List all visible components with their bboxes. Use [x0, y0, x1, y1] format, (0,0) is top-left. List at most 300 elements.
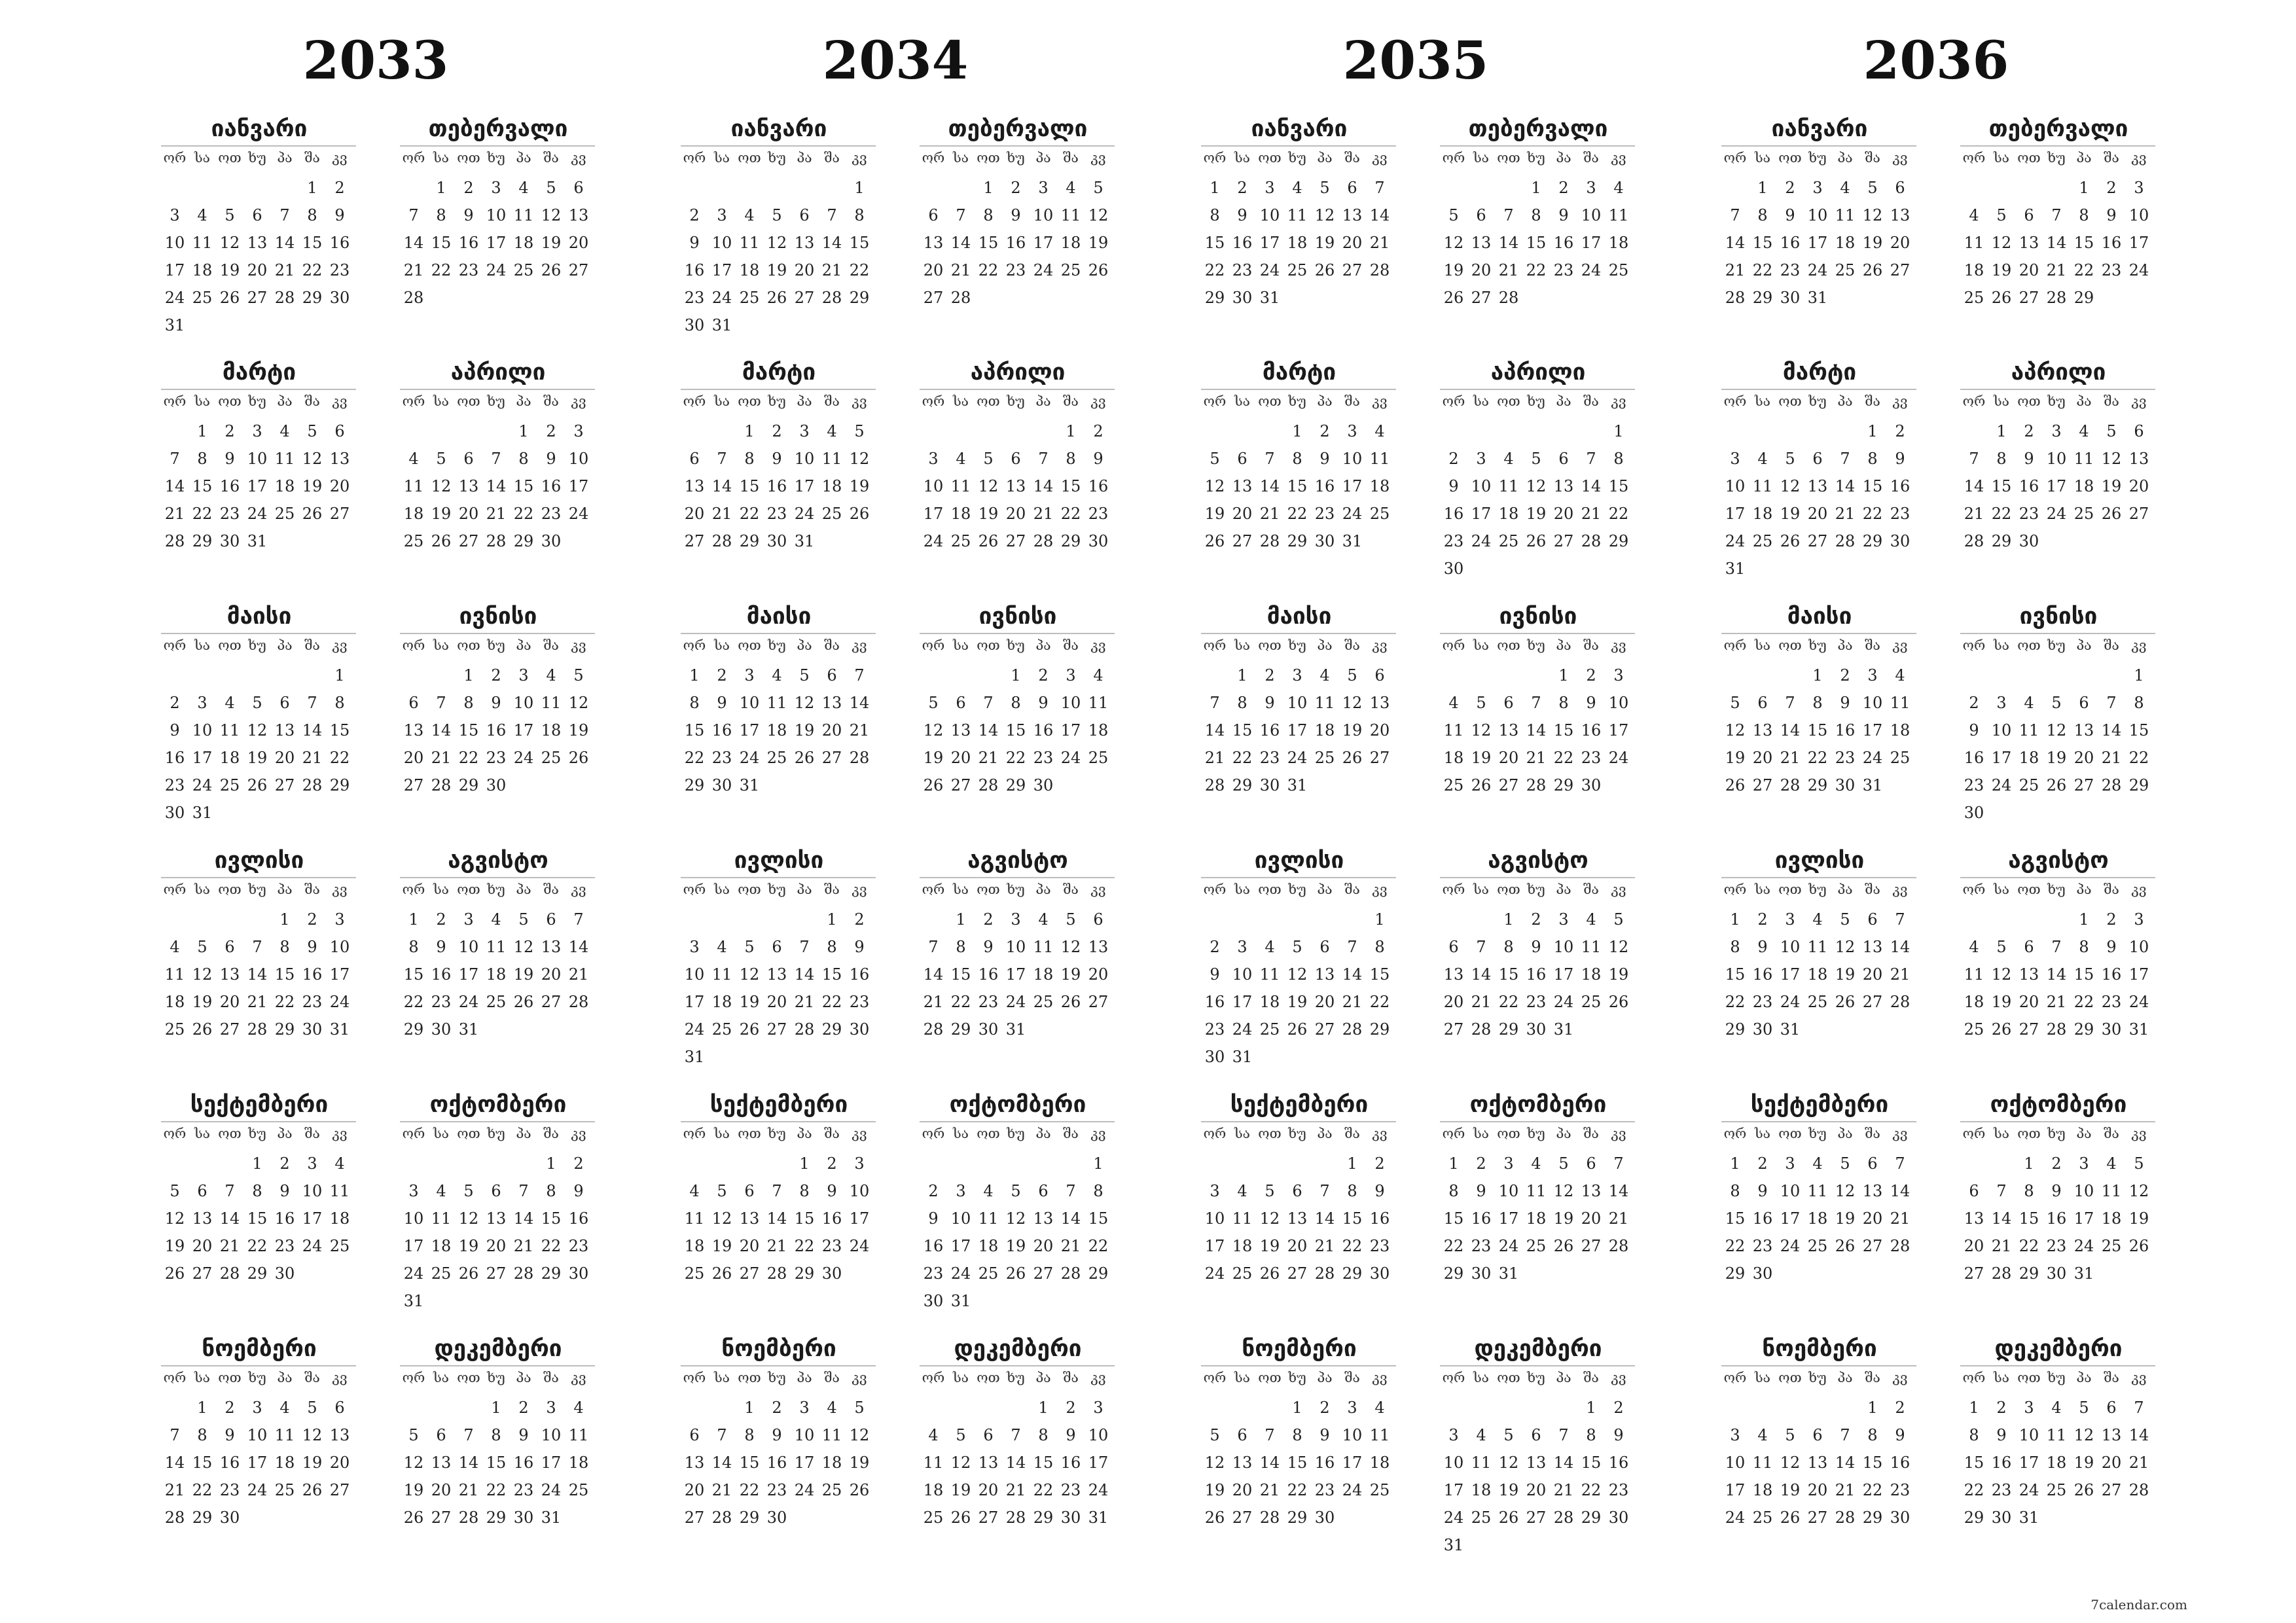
weekday-header	[1440, 1121, 1635, 1145]
day-cell: 7	[1613, 1154, 1624, 1173]
day-cell: 7	[854, 666, 865, 685]
day-cell: 17	[403, 1237, 424, 1255]
empty-day-cell	[161, 174, 188, 202]
day-cell: 8	[1730, 938, 1740, 956]
day-cell: 15	[458, 721, 479, 740]
day-cell: 26	[247, 776, 268, 794]
day-cell: 6	[1237, 450, 1247, 468]
weekday-label: ორ	[1442, 393, 1465, 409]
day-cell: 9	[1374, 1182, 1385, 1200]
month-block	[921, 1088, 1115, 1315]
day-cell: 3	[1066, 666, 1076, 685]
day-cell: 9	[1613, 1426, 1624, 1444]
day-cell: 26	[1204, 532, 1225, 550]
day-cell: 16	[923, 1237, 944, 1255]
day-cell: 8	[2079, 206, 2089, 224]
month-block	[682, 600, 876, 799]
day-cell: 28	[1725, 289, 1746, 307]
weekday-label: სა	[1754, 1126, 1771, 1141]
day-cell: 18	[821, 477, 842, 495]
day-cell: 12	[164, 1209, 185, 1228]
day-cell: 17	[1342, 1454, 1363, 1472]
day-cell: 22	[821, 993, 842, 1011]
weekday-label: ორ	[922, 1370, 945, 1385]
day-cell: 3	[1347, 422, 1357, 440]
weekday-label: კვ	[1892, 882, 1908, 897]
day-cell: 28	[711, 532, 732, 550]
day-cell: 5	[1448, 206, 1459, 224]
day-cell: 7	[1586, 450, 1596, 468]
day-cell: 31	[403, 1292, 424, 1310]
day-cell: 9	[1840, 694, 1850, 712]
day-cell: 2	[307, 910, 317, 929]
day-cell: 13	[2128, 450, 2149, 468]
month-name: იანვარი	[211, 116, 308, 142]
day-cell: 29	[541, 1264, 562, 1283]
weekday-label: ხუ	[248, 1370, 266, 1385]
day-grid	[161, 662, 356, 827]
day-cell: 7	[518, 1182, 529, 1200]
day-cell: 5	[1503, 1426, 1514, 1444]
day-cell: 25	[431, 1264, 452, 1283]
day-cell: 10	[739, 694, 760, 712]
day-cell: 1	[1066, 422, 1076, 440]
day-cell: 31	[1259, 289, 1280, 307]
day-cell: 13	[329, 1426, 350, 1444]
day-cell: 8	[1066, 450, 1076, 468]
month-name: ივლისი	[734, 847, 824, 874]
day-cell: 14	[1498, 234, 1519, 252]
day-cell: 31	[1088, 1508, 1109, 1527]
day-grid	[1960, 906, 2155, 1043]
empty-day-cell	[1495, 418, 1522, 445]
day-cell: 16	[1005, 234, 1026, 252]
day-cell: 12	[1314, 206, 1335, 224]
day-cell: 12	[1471, 721, 1492, 740]
day-cell: 17	[192, 749, 213, 767]
day-cell: 4	[1265, 938, 1275, 956]
day-cell: 26	[1862, 261, 1883, 279]
day-cell: 10	[2073, 1182, 2094, 1200]
empty-day-cell	[920, 1150, 947, 1177]
day-cell: 6	[1867, 1154, 1878, 1173]
day-cell: 21	[849, 721, 870, 740]
day-cell: 29	[950, 1020, 971, 1039]
weekday-label: კვ	[2131, 1126, 2147, 1141]
day-cell: 29	[1287, 1508, 1308, 1527]
day-cell: 2	[1757, 1154, 1768, 1173]
month-name: მარტი	[1262, 359, 1336, 385]
empty-day-cell	[1721, 174, 1749, 202]
day-cell: 11	[164, 965, 185, 984]
day-cell: 29	[2128, 776, 2149, 794]
day-cell: 13	[192, 1209, 213, 1228]
day-cell: 12	[849, 450, 870, 468]
day-cell: 21	[1369, 234, 1390, 252]
day-cell: 20	[1033, 1237, 1054, 1255]
day-cell: 18	[1471, 1481, 1492, 1499]
day-cell: 10	[923, 477, 944, 495]
day-cell: 16	[274, 1209, 295, 1228]
weekday-label: შა	[1865, 393, 1880, 409]
weekday-label: შა	[2104, 882, 2119, 897]
weekday-label: კვ	[1892, 637, 1908, 653]
weekday-label: სა	[1234, 1370, 1251, 1385]
weekday-header	[920, 877, 1115, 901]
day-cell: 28	[1498, 289, 1519, 307]
day-cell: 31	[2073, 1264, 2094, 1283]
day-cell: 9	[1558, 206, 1569, 224]
day-cell: 10	[247, 450, 268, 468]
day-cell: 19	[1780, 1481, 1801, 1499]
day-cell: 27	[1005, 532, 1026, 550]
day-cell: 23	[711, 749, 732, 767]
day-cell: 24	[2128, 993, 2149, 1011]
day-cell: 1	[1730, 910, 1740, 929]
day-cell: 13	[274, 721, 295, 740]
day-cell: 17	[849, 1209, 870, 1228]
weekday-label: კვ	[1372, 882, 1388, 897]
day-cell: 3	[307, 1154, 317, 1173]
day-cell: 1	[983, 179, 994, 197]
day-cell: 28	[403, 289, 424, 307]
weekday-label: ორ	[922, 637, 945, 653]
day-cell: 8	[983, 206, 994, 224]
day-cell: 11	[486, 938, 507, 956]
empty-day-cell	[298, 662, 326, 689]
month-block	[1441, 113, 1635, 312]
day-cell: 18	[1807, 965, 1828, 984]
weekday-label: პა	[1837, 882, 1853, 897]
month-name: მაისი	[746, 603, 812, 630]
weekday-label: ხუ	[1527, 637, 1545, 653]
day-cell: 26	[164, 1264, 185, 1283]
day-cell: 13	[1232, 1454, 1253, 1472]
month-block	[1723, 844, 1916, 1043]
day-cell: 14	[766, 1209, 787, 1228]
day-cell: 20	[403, 749, 424, 767]
empty-day-cell	[1002, 418, 1030, 445]
day-cell: 25	[1807, 993, 1828, 1011]
day-cell: 13	[1807, 1454, 1828, 1472]
day-cell: 26	[1204, 1508, 1225, 1527]
day-cell: 26	[568, 749, 589, 767]
day-cell: 3	[1292, 666, 1302, 685]
month-block	[1441, 600, 1635, 799]
day-cell: 15	[513, 477, 534, 495]
day-cell: 7	[170, 450, 180, 468]
day-cell: 25	[923, 1508, 944, 1527]
day-cell: 20	[1443, 993, 1464, 1011]
empty-day-cell	[736, 906, 763, 933]
day-cell: 18	[923, 1481, 944, 1499]
day-cell: 15	[2018, 1209, 2039, 1228]
weekday-label: კვ	[1611, 1126, 1626, 1141]
weekday-label: კვ	[332, 1370, 348, 1385]
day-cell: 4	[1374, 422, 1385, 440]
empty-day-cell	[1467, 662, 1495, 689]
day-cell: 29	[1232, 776, 1253, 794]
day-cell: 5	[1093, 179, 1103, 197]
day-cell: 19	[219, 261, 240, 279]
day-cell: 11	[568, 1426, 589, 1444]
month-block	[682, 844, 876, 1071]
day-cell: 26	[1780, 1508, 1801, 1527]
day-cell: 3	[463, 910, 474, 929]
day-cell: 27	[1581, 1237, 1602, 1255]
weekday-label: კვ	[571, 637, 586, 653]
empty-day-cell	[947, 174, 975, 202]
day-cell: 2	[2106, 179, 2117, 197]
empty-day-cell	[1804, 1394, 1831, 1421]
weekday-label: კვ	[332, 393, 348, 409]
weekday-label: სა	[713, 637, 730, 653]
day-cell: 6	[1038, 1182, 1049, 1200]
day-cell: 23	[1835, 749, 1856, 767]
empty-day-cell	[681, 418, 708, 445]
day-cell: 23	[486, 749, 507, 767]
day-cell: 9	[546, 450, 556, 468]
weekday-label: კვ	[852, 1370, 867, 1385]
day-grid	[400, 906, 595, 1043]
day-grid	[1201, 418, 1396, 555]
day-cell: 1	[1996, 422, 2007, 440]
day-cell: 29	[1005, 776, 1026, 794]
day-cell: 2	[1586, 666, 1596, 685]
day-cell: 10	[164, 234, 185, 252]
day-cell: 10	[711, 234, 732, 252]
day-cell: 26	[1314, 261, 1335, 279]
day-cell: 6	[1011, 450, 1021, 468]
day-cell: 9	[518, 1426, 529, 1444]
day-cell: 10	[1725, 1454, 1746, 1472]
month-name: აპრილი	[1490, 359, 1586, 385]
day-cell: 15	[1581, 1454, 1602, 1472]
day-cell: 1	[1867, 1399, 1878, 1417]
day-cell: 9	[827, 1182, 837, 1200]
day-cell: 15	[1725, 965, 1746, 984]
weekday-label: ოთ	[218, 1126, 242, 1141]
day-cell: 20	[684, 505, 705, 523]
day-cell: 2	[717, 666, 727, 685]
day-cell: 28	[1890, 1237, 1910, 1255]
day-cell: 12	[1204, 1454, 1225, 1472]
day-cell: 26	[1287, 1020, 1308, 1039]
day-cell: 17	[1807, 234, 1828, 252]
day-cell: 15	[1033, 1454, 1054, 1472]
day-cell: 22	[1287, 505, 1308, 523]
day-cell: 20	[1862, 965, 1883, 984]
month-name: ივნისი	[2019, 603, 2098, 630]
month-name: ოქტომბერი	[949, 1092, 1086, 1118]
day-cell: 21	[794, 993, 815, 1011]
day-cell: 29	[2018, 1264, 2039, 1283]
weekday-label: შა	[1583, 393, 1599, 409]
day-cell: 10	[2128, 206, 2149, 224]
empty-day-cell	[920, 174, 947, 202]
day-cell: 22	[1807, 749, 1828, 767]
day-cell: 15	[1964, 1454, 1984, 1472]
day-cell: 25	[541, 749, 562, 767]
day-cell: 28	[568, 993, 589, 1011]
day-grid	[1960, 1150, 2155, 1287]
day-cell: 4	[1895, 666, 1905, 685]
day-grid	[1960, 418, 2155, 555]
day-cell: 16	[568, 1209, 589, 1228]
day-cell: 27	[1498, 776, 1519, 794]
day-grid	[681, 1394, 876, 1531]
day-cell: 4	[2051, 1399, 2062, 1417]
day-cell: 14	[1780, 721, 1801, 740]
weekday-label: ოთ	[738, 637, 761, 653]
day-cell: 28	[1964, 532, 1984, 550]
day-cell: 28	[247, 1020, 268, 1039]
day-cell: 11	[2101, 1182, 2122, 1200]
day-cell: 13	[950, 721, 971, 740]
month-name: აპრილი	[450, 359, 546, 385]
weekday-label: პა	[516, 637, 531, 653]
day-cell: 18	[1259, 993, 1280, 1011]
day-grid	[161, 174, 356, 339]
day-cell: 10	[1342, 1426, 1363, 1444]
empty-day-cell	[1256, 1394, 1283, 1421]
day-cell: 4	[436, 1182, 446, 1200]
day-cell: 24	[247, 1481, 268, 1499]
weekday-label: კვ	[1611, 882, 1626, 897]
day-cell: 27	[684, 532, 705, 550]
day-cell: 6	[334, 422, 345, 440]
day-cell: 5	[307, 1399, 317, 1417]
day-cell: 24	[923, 532, 944, 550]
weekday-label: პა	[1556, 1370, 1571, 1385]
day-cell: 4	[1476, 1426, 1486, 1444]
day-cell: 8	[1237, 694, 1247, 712]
empty-day-cell	[1338, 906, 1366, 933]
empty-day-cell	[681, 1394, 708, 1421]
empty-day-cell	[708, 1150, 736, 1177]
weekday-label: კვ	[571, 393, 586, 409]
day-cell: 18	[274, 1454, 295, 1472]
day-cell: 1	[1558, 666, 1569, 685]
day-cell: 25	[2018, 776, 2039, 794]
day-cell: 2	[1785, 179, 1795, 197]
day-cell: 13	[403, 721, 424, 740]
day-cell: 9	[2106, 938, 2117, 956]
weekday-label: კვ	[1892, 1370, 1908, 1385]
day-cell: 30	[541, 532, 562, 550]
month-name: სექტემბერი	[1230, 1092, 1369, 1118]
weekday-label: ორ	[1962, 1370, 1986, 1385]
weekday-header	[1960, 145, 2155, 169]
day-cell: 27	[219, 1020, 240, 1039]
day-cell: 9	[1757, 1182, 1768, 1200]
day-cell: 30	[219, 532, 240, 550]
weekday-label: პა	[1317, 393, 1333, 409]
weekday-label: ხუ	[1527, 1126, 1545, 1141]
day-cell: 8	[1531, 206, 1541, 224]
day-cell: 13	[1033, 1209, 1054, 1228]
day-cell: 5	[854, 1399, 865, 1417]
day-cell: 22	[794, 1237, 815, 1255]
day-cell: 6	[463, 450, 474, 468]
weekday-label: კვ	[332, 1126, 348, 1141]
empty-day-cell	[1495, 1394, 1522, 1421]
day-cell: 12	[1553, 1182, 1574, 1200]
day-cell: 25	[978, 1264, 999, 1283]
day-cell: 13	[219, 965, 240, 984]
weekday-label: შა	[1344, 1126, 1360, 1141]
weekday-label: კვ	[1090, 882, 1106, 897]
empty-day-cell	[947, 1150, 975, 1177]
day-cell: 10	[1033, 206, 1054, 224]
month-block	[682, 1332, 876, 1531]
empty-day-cell	[400, 174, 427, 202]
day-cell: 31	[1443, 1536, 1464, 1554]
day-cell: 1	[197, 1399, 207, 1417]
day-cell: 14	[2128, 1426, 2149, 1444]
empty-day-cell	[510, 1150, 537, 1177]
day-cell: 18	[329, 1209, 350, 1228]
empty-day-cell	[975, 1394, 1002, 1421]
weekday-label: ოთ	[738, 1126, 761, 1141]
day-cell: 7	[1503, 206, 1514, 224]
day-cell: 3	[1210, 1182, 1220, 1200]
weekday-header	[161, 633, 356, 656]
day-cell: 29	[1088, 1264, 1109, 1283]
year-title: 2034	[822, 29, 969, 91]
day-cell: 14	[794, 965, 815, 984]
day-cell: 9	[928, 1209, 939, 1228]
weekday-label: კვ	[1611, 637, 1626, 653]
weekday-label: პა	[1556, 1126, 1571, 1141]
weekday-header	[161, 145, 356, 169]
day-cell: 13	[923, 234, 944, 252]
day-cell: 23	[849, 993, 870, 1011]
weekday-label: ოთ	[1778, 150, 1802, 166]
weekday-label: შა	[1063, 150, 1079, 166]
day-cell: 5	[546, 179, 556, 197]
day-cell: 21	[513, 1237, 534, 1255]
month-block	[1202, 356, 1396, 555]
day-cell: 11	[1259, 965, 1280, 984]
day-cell: 15	[1287, 477, 1308, 495]
weekday-label: პა	[2076, 637, 2092, 653]
day-cell: 15	[1862, 477, 1883, 495]
day-cell: 5	[463, 1182, 474, 1200]
weekday-label: პა	[797, 393, 812, 409]
day-cell: 27	[1287, 1264, 1308, 1283]
day-cell: 14	[1369, 206, 1390, 224]
empty-day-cell	[1749, 1394, 1776, 1421]
day-cell: 17	[1033, 234, 1054, 252]
day-cell: 12	[1287, 965, 1308, 984]
weekday-label: ორ	[163, 882, 187, 897]
day-cell: 31	[684, 1048, 705, 1066]
weekday-label: კვ	[2131, 150, 2147, 166]
day-cell: 11	[1498, 477, 1519, 495]
empty-day-cell	[2043, 906, 2070, 933]
weekday-header	[400, 877, 595, 901]
month-block	[401, 356, 595, 555]
day-cell: 9	[983, 938, 994, 956]
day-cell: 8	[252, 1182, 262, 1200]
day-cell: 16	[1526, 965, 1547, 984]
day-cell: 15	[192, 477, 213, 495]
day-cell: 9	[170, 721, 180, 740]
empty-day-cell	[1721, 418, 1749, 445]
day-cell: 14	[247, 965, 268, 984]
day-cell: 7	[463, 1426, 474, 1444]
